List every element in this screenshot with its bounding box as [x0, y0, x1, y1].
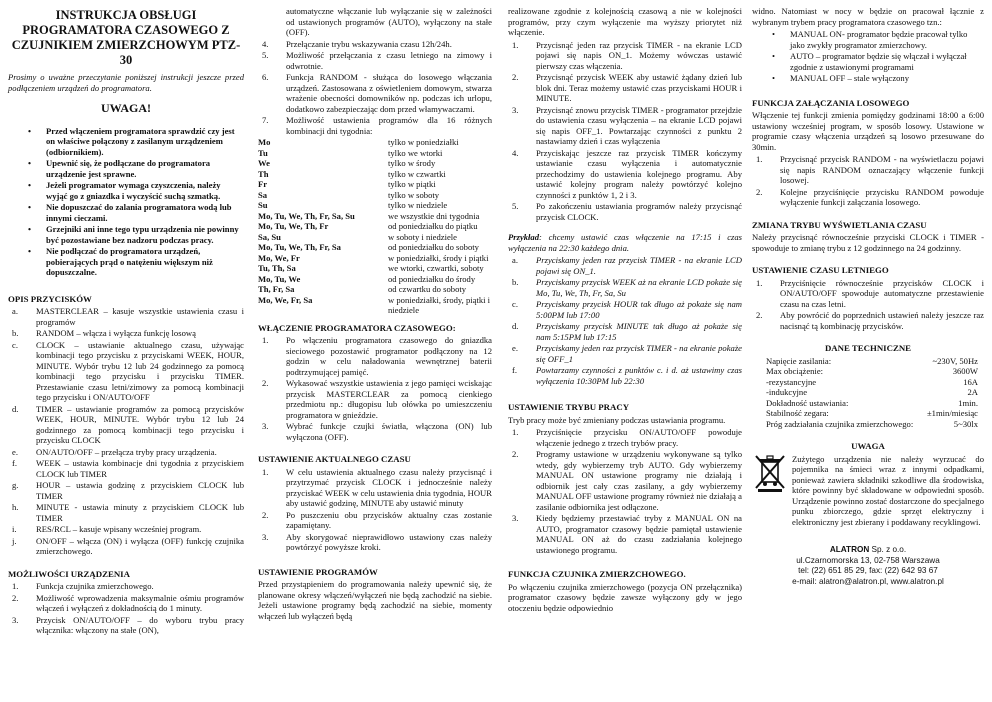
days-row: Mo, Tu, We, Th, Fr, Sa, Su we wszystkie dni tygodnia — [258, 210, 480, 221]
days-table — [258, 137, 492, 316]
mode-item: 1. Przyciśnięcie przycisku ON/AUTO/OFF powoduje włączenie jednego z trzech trybów pracy. — [512, 427, 742, 448]
example-label: Przykład — [508, 232, 540, 242]
tech-row: -indukcyjne 2A — [766, 387, 978, 397]
features-item: 2. Możliwość wprowadzenia maksymalnie ośmiu programów włączeń i wyłączeń z dokładnością do 1 minuty. — [12, 592, 244, 613]
features-item: 4. Przełączanie trybu wskazywania czasu 12h/24h. — [262, 38, 452, 49]
tech-heading: DANE TECHNICZNE — [824, 343, 912, 353]
features-item: 1. Funkcja czujnika zmierzchowego. — [12, 581, 154, 591]
time-item: 3. Aby skorygować nieprawidłowo ustawiony czas należy powtórzyć powyższe kroki. — [262, 531, 492, 552]
connect-item: 3. Wybrać funkcje czujki światła, włączona (ON) lub wyłączona (OFF). — [262, 421, 492, 442]
connect-list — [258, 335, 492, 442]
days-row: Sa, Su w soboty i niedziele — [258, 231, 457, 242]
summer-list — [752, 278, 984, 332]
example-item: d. Przyciskamy przycisk MINUTE tak długo aż pokaże się nam 5:15PM lub 17:15 — [512, 321, 742, 342]
sensor-text-cont: widno. Natomiast w nocy w będzie on pracował łącznie z wybranym trybem pracy programatora czasowego tzn.: — [752, 6, 984, 27]
days-row: Tu tylko we wtorki — [258, 147, 443, 158]
keys-item: a. MASTERCLEAR – kasuje wszystkie ustawienia czasu i programów — [12, 306, 244, 327]
days-row: Su tylko w niedziele — [258, 200, 448, 210]
programs-item: 2. Przycisnąć przycisk WEEK aby ustawić żądany dzień lub blok dni. Teraz możemy ustawić czas przyciskami HOUR i MINUTE. — [512, 72, 742, 103]
time-item: 1. W celu ustawienia aktualnego czasu należy przycisnąć i przytrzymać przycisk CLOCK i jednocześnie należy przyciskać WEEK w celu ustawienia dnia tygodnia, HOUR aby ustawić godzinę, MINUTE aby ustawić minuty — [262, 466, 492, 508]
warning-item: • Upewnić się, że podłączane do programatora urządzenie jest sprawne. — [28, 158, 211, 179]
programs-item: 5. Po zakończeniu ustawiania programów należy przycisnąć przycisk CLOCK. — [512, 201, 742, 222]
random-heading: FUNKCJA ZAŁĄCZANIA LOSOWEGO — [752, 97, 910, 108]
example-item: c. Przyciskamy przycisk HOUR tak długo aż pokaże się nam 5:00PM lub 17:00 — [512, 299, 742, 320]
programs-heading: USTAWIENIE PROGRAMÓW — [258, 566, 378, 577]
time-heading: USTAWIENIE AKTUALNEGO CZASU — [258, 454, 411, 464]
tech-row: Napięcie zasilania: ~230V, 50Hz — [766, 355, 978, 366]
warning-item: • Grzejniki ani inne tego typu urządzenia nie powinny być pozostawiane bez nadzoru podczas pracy. — [28, 224, 239, 245]
example-item: f. Powtarzamy czynności z punktów c. i d. aż ustawimy czas wyłączenia 10:30PM lub 22:30 — [512, 365, 742, 386]
days-row: Sa tylko w soboty — [258, 189, 440, 200]
company-info — [752, 545, 984, 587]
document-title: INSTRUKCJA OBSŁUGI PROGRAMATORA CZASOWEGO Z CZUJNIKIEM ZMIERZCHOWYM PTZ-30 — [11, 8, 241, 67]
sensor-bullets — [752, 29, 984, 84]
connect-heading: WŁĄCZENIE PROGRAMATORA CZASOWEGO: — [258, 322, 456, 333]
days-row: Mo, We, Fr, Sa w poniedziałki, środy, piątki i niedziele — [258, 294, 491, 315]
programs-item: 4. Przyciskając jeszcze raz przycisk TIMER kończymy ustawianie czasu wyłączenia i automatycznie przechodzimy do ustawienia kolejnego programu. Aby ustawić kolejny program należy powtórzyć kolejno czynności z punktów 1, 2 i 3. — [512, 147, 742, 200]
programs-intro-cont: realizowane zgodnie z kolejnością czasową a nie w kolejności programów, przy czym wyłączenie ma wyższy priorytet niż włączenie. — [508, 6, 742, 37]
features-item: 5. Możliwość przełączania z czasu letniego na zimowy i odwrotnie. — [262, 50, 492, 71]
days-row: Mo, Tu, We, Th, Fr od poniedziałku do piątku — [258, 221, 478, 231]
keys-heading: OPIS PRZYCISKÓW — [8, 293, 92, 304]
column-2 — [258, 6, 492, 623]
connect-item: 2. Wykasować wszystkie ustawienia z jego pamięci wciskając przycisk MASTERCLEAR za pomocą cienkiego przedmiotu np.: długopisu lub ołówka po umieszczeniu programatora w gnieździe. — [262, 378, 492, 420]
days-row: Th tylko w czwartki — [258, 168, 446, 179]
sensor-text: Po włączeniu czujnika zmierzchowego (pozycja ON przełącznika) programator czasowy będzie zawsze wyłączony gdy w jego otoczeniu będzie odpowiednio — [508, 581, 742, 613]
sensor-bullet: • MANUAL ON- programator będzie pracował tylko jako zwykły programator zmierzchowy. — [772, 29, 968, 50]
tech-row: Dokładność ustawiania: 1min. — [766, 397, 978, 408]
example-item: a. Przyciskamy jeden raz przycisk TIMER - na ekranie LCD pojawi się ON_1. — [512, 255, 742, 276]
sensor-bullet: • AUTO – programator będzie się włączał i wyłączał zgodnie z ustawionymi programami — [772, 51, 967, 72]
mode-heading: USTAWIENIE TRYBU PRACY — [508, 402, 630, 412]
keys-item: f. WEEK – ustawia kombinacje dni tygodnia z przyciskiem CLOCK lub TIMER — [12, 458, 244, 479]
tech-row: Stabilność zegara: ±1min/miesiąc — [766, 408, 978, 418]
keys-item: c. CLOCK – ustawianie aktualnego czasu, używając kombinacji tego przycisku z przyciskami WEEK, HOUR, MINUTE. Wybór trybu 12 lub 24 godzinnego za pomocą kombinacji tego przycisku i przycisku TIMER. Przestawianie czasu letni/zimowy za pomocą kombinacji tego przycisku i ON/AUTO/OFF — [12, 339, 244, 402]
days-row: Fr tylko w piątki — [258, 179, 436, 189]
keys-item: d. TIMER – ustawianie programów za pomocą przycisków WEEK, HOUR, MINUTE. Wybór trybu 12 lub 24 godzinnego za pomocą kombinacji tego przycisku i przycisku CLOCK — [12, 403, 244, 445]
features-item: 7. Możliwość ustawienia programów dla 16 różnych kombinacji dni tygodnia: — [262, 115, 492, 136]
company-contact: e-mail: alatron@alatron.pl, www.alatron.pl — [792, 576, 944, 586]
summer-item: 1. Przyciśnięcie równocześnie przycisków CLOCK i ON/AUTO/OFF spowoduje automatyczne przestawienie czasu na czas letni. — [756, 277, 984, 309]
mode-item: 2. Programy ustawione w urządzeniu wykonywane są tylko wtedy, gdy wybierzemy tryb AUTO. Gdy wybierzemy MANUAL ON ustawione programy nie działają i odbiornik jest cały czas zasilany, a gdy wybierzemy MANUAL OFF ustawione programy również nie działają a zasilanie odbiornika jest odłączone. — [512, 449, 742, 512]
company-phone: tel: (22) 651 85 29, fax: (22) 642 93 67 — [798, 566, 938, 575]
sensor-bullet: • MANUAL OFF – stale wyłączony — [772, 73, 910, 83]
warning-title: UWAGA! — [101, 101, 151, 115]
tech-row: -rezystancyjne 16A — [766, 376, 978, 387]
programs-item: 1. Przycisnąć jeden raz przycisk TIMER - na ekranie LCD pojawi się napis ON_1. Możemy wówczas ustawić pierwszy czas włączenia. — [512, 39, 742, 71]
keys-item: i. RES/RCL – kasuje wpisany wcześniej program. — [12, 524, 202, 534]
recycling-note — [752, 454, 984, 528]
example-item: b. Przyciskamy przycisk WEEK aż na ekranie LCD pokaże się Mo, Tu, We, Th, Fr, Sa, Su — [512, 277, 742, 298]
keys-item: b. RANDOM – włącza i wyłącza funkcję losową — [12, 328, 196, 338]
company-address: ul.Czarnomorska 13, 02-758 Warszawa — [796, 555, 940, 565]
keys-item: h. MINUTE - ustawia minuty z przyciskiem CLOCK lub TIMER — [12, 502, 244, 523]
keys-list — [8, 306, 244, 557]
time-list — [258, 467, 492, 553]
random-text: Włączenie tej funkcji zmienia pomiędzy godzinami 18:00 a 6:00 ustawiony wcześniej program, w sposób losowy. Ustawione w programie czasy włączenia urządzeń są losowo przesuwane do 30min. — [752, 110, 984, 152]
features-list-cont — [258, 6, 492, 136]
random-item: 1. Przycisnąć przycisk RANDOM - na wyświetlaczu pojawi się napis RANDOM oznaczający włączenie funkcji losowej. — [756, 154, 984, 185]
programs-item: 3. Przycisnąć znowu przycisk TIMER - programator przejdzie do ustawienia czasu wyłączenia – na ekranie LCD pojawi się napis OFF_1. Powtarzając czynności z punktu 2 nastawiamy dzień i czas wyłączenia — [512, 104, 742, 146]
time-item: 2. Po puszczeniu obu przycisków aktualny czas zostanie zapamiętany. — [262, 509, 492, 530]
warning-item: • Nie dopuszczać do zalania programatora wodą lub innymi cieczami. — [28, 202, 232, 223]
features-item: 3. Przycisk ON/AUTO/OFF – do wyboru trybu pracy włącznika: włączony na stałe (ON), — [12, 614, 244, 635]
random-list — [752, 154, 984, 208]
days-row: We tylko w środy — [258, 158, 436, 168]
features-heading: MOŻLIWOŚCI URZĄDZENIA — [8, 568, 130, 579]
sensor-heading: FUNKCJA CZUJNIKA ZMIERZCHOWEGO. — [508, 569, 686, 579]
warning-item: • Jeżeli programator wymaga czyszczenia, należy wyjąć go z gniazdka i wyczyścić suchą szmatką. — [28, 180, 221, 201]
connect-item: 1. Po włączeniu programatora czasowego do gniazdka sieciowego pozostawić programator podłączony na 12 godzin w celu naładowania wewnętrznej baterii podtrzymującej pamięć. — [262, 335, 492, 377]
column-4 — [752, 6, 984, 587]
example-intro: Przykład: chcemy ustawić czas włączenie na 17:15 i czas wyłączenia na 22:30 każdego dnia. — [508, 232, 742, 253]
warning-item: • Nie podłączać do programatora urządzeń, pobierających prąd o natężeniu większym niż dopuszczalne. — [28, 246, 213, 277]
display-heading: ZMIANA TRYBU WYŚWIETLANIA CZASU — [752, 219, 927, 230]
warning-list — [8, 126, 244, 278]
summer-heading: USTAWIENIE CZASU LETNIEGO — [752, 265, 889, 275]
days-row: Tu, Th, Sa we wtorki, czwartki, soboty — [258, 263, 484, 273]
features-item: automatyczne włączanie lub wyłączanie się w zależności od ustawionych programów (AUTO), wyłączony na stałe (OFF). — [286, 6, 492, 37]
summer-item: 2. Aby powrócić do poprzednich ustawień należy jeszcze raz nacisnąć tą kombinację przycisków. — [756, 310, 984, 331]
programs-intro: Przed przystąpieniem do programowania należy upewnić się, że planowane okresy włączeń/wyłączeń nie będą zachodzić na siebie. Jeżeli ustawione programy będą zachodzić na siebie, momenty włączeń lub wyłączeń będą — [258, 579, 492, 621]
days-row: Mo, Tu, We od poniedziałku do środy — [258, 273, 476, 284]
example-list — [508, 255, 742, 386]
keys-item: j. ON/OFF – włącza (ON) i wyłącza (OFF) funkcję czujnika zmierzchowego. — [12, 535, 244, 556]
example-item: e. Przyciskamy jeden raz przycisk TIMER - na ekranie pokaże się OFF_1 — [512, 343, 742, 364]
mode-list — [508, 427, 742, 555]
crossed-bin-icon — [752, 454, 788, 492]
days-row: Mo tylko w poniedziałki — [258, 137, 459, 147]
programs-list — [508, 40, 742, 223]
intro-text: Prosimy o uważne przeczytanie poniższej instrukcji jeszcze przed podłączeniem urządzeń do programatora. — [8, 72, 244, 93]
mode-item: 3. Kiedy będziemy przestawiać tryby z MANUAL ON na AUTO, programator czasowy będzie pamiętał ustawienie MANUAL ON aż do czasu zadziałania kolejnego ustawionego programu. — [512, 513, 742, 555]
company-name: ALATRON Sp. z o.o. — [829, 545, 907, 554]
days-row: Mo, Tu, We, Th, Fr, Sa od poniedziałku do soboty — [258, 242, 479, 252]
keys-item: e. ON/AUTO/OFF – przełącza tryby pracy urządzenia. — [12, 446, 217, 457]
warning-item: • Przed włączeniem programatora sprawdzić czy jest on właściwe połączony z zasilanym urządzeniem (odbiornikiem). — [28, 125, 235, 157]
tech-row: Max obciążenie: 3600W — [766, 366, 978, 376]
tech-table — [752, 356, 984, 430]
random-item: 2. Kolejne przyciśnięcie przycisku RANDOM powoduje wyłączenie funkcji załączania losowego. — [756, 186, 984, 207]
days-row: Th, Fr, Sa od czwartku do soboty — [258, 284, 467, 294]
features-list — [8, 581, 244, 636]
features-item: 6. Funkcja RANDOM - służąca do losowego włączania urządzeń. Zastosowana z oświetleniem domowym, stwarza wrażenie obecności domowników np. podczas ich urlopu, dodatkowo zabezpieczając dom przed włamywaczami. — [262, 72, 492, 114]
days-row: Mo, We, Fr w poniedziałki, środy i piątki — [258, 252, 489, 263]
keys-item: g. HOUR – ustawia godzinę z przyciskiem CLOCK lub TIMER — [12, 480, 244, 501]
tech-row: Próg zadziałania czujnika zmierzchowego: 5~30lx — [766, 418, 978, 429]
display-text: Należy przycisnąć równocześnie przyciski CLOCK i TIMER - spowoduje to zmianę trybu z 12 godzinnego na 24 godzinny. — [752, 232, 984, 253]
mode-intro: Tryb pracy może być zmieniany podczas ustawiania programu. — [508, 414, 726, 425]
column-3 — [508, 6, 742, 615]
note-heading: UWAGA — [851, 441, 885, 451]
column-1 — [8, 6, 244, 637]
note-text: Zużytego urządzenia nie należy wyrzucać do pojemnika na śmieci wraz z innymi odpadkami, ponieważ zawiera składniki szkodliwe dla środowiska, które powinny być składowane w odpowiedni sposób. Urządzenie powinno zostać dostarczone do specjalnego punku zbiorczego, gdzie sprzęt elektryczny i elektroniczny jest zbierany i poddawany recyklingowi. — [792, 453, 984, 527]
